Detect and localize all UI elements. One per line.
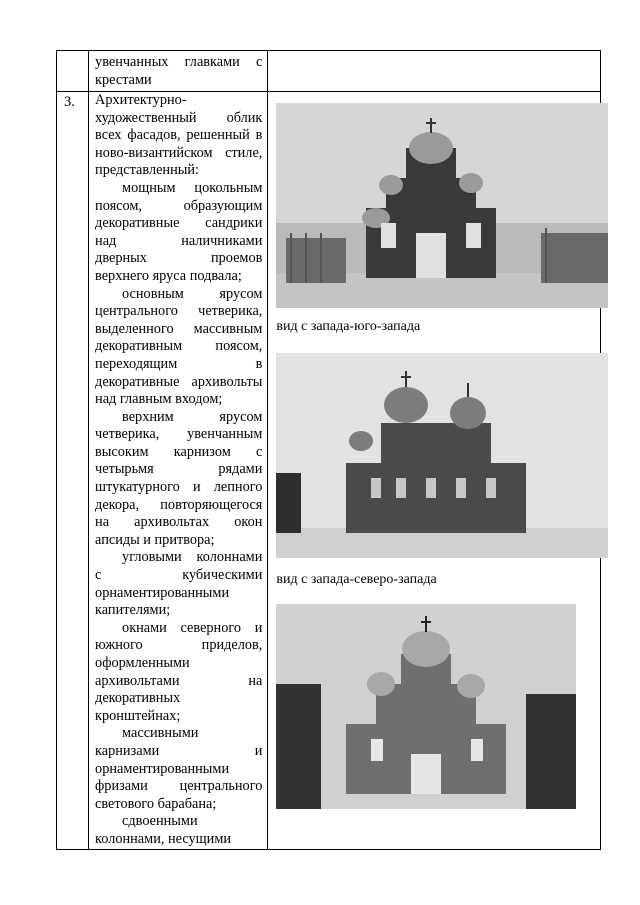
text-line: мощным цокольным xyxy=(122,179,263,196)
cathedral-photo-wsw xyxy=(276,103,608,308)
table-row-previous xyxy=(57,51,601,92)
text-line: угловыми колоннами xyxy=(122,549,263,566)
description-paragraph xyxy=(95,813,262,848)
text-line: Архитектурно- xyxy=(95,92,187,108)
description-paragraph xyxy=(95,286,262,409)
text-line: центрального четверика, xyxy=(95,303,263,320)
text-line: карнизами и xyxy=(95,742,263,759)
cathedral-photo-front xyxy=(276,604,576,809)
text-line: оформленными xyxy=(95,655,190,671)
text-line: крестами xyxy=(95,71,152,88)
text-line: колоннами, несущими xyxy=(95,830,232,847)
text-line: штукатурного и лепного xyxy=(95,479,263,496)
text-line: декоративных xyxy=(95,690,181,707)
text-line: южного приделов, xyxy=(95,637,263,654)
description-paragraph xyxy=(95,92,262,180)
photo-cell xyxy=(268,92,601,850)
text-line: апсиды и притвора; xyxy=(95,531,215,548)
table-row-3 xyxy=(57,92,601,850)
photo-caption: вид с запада-юго-запада xyxy=(276,319,421,334)
text-line: светового барабана; xyxy=(95,795,217,812)
text-line: увенчанных главками с xyxy=(95,54,263,70)
text-line: художественный облик xyxy=(95,109,263,126)
photo-cell xyxy=(268,51,601,92)
text-line: сдвоенными xyxy=(122,813,198,830)
text-line: основным ярусом xyxy=(122,285,263,302)
text-line: ново-византийском стиле, xyxy=(95,144,263,161)
row-number: 3. xyxy=(64,94,75,110)
text-line: капителями; xyxy=(95,602,171,619)
text-line: декоративным поясом, xyxy=(95,338,263,355)
monument-description-table xyxy=(56,50,601,850)
text-line: окнами северного и xyxy=(122,619,263,636)
text-line: над главным входом; xyxy=(95,391,223,408)
row-number-cell xyxy=(57,92,89,850)
text-line: кронштейнах; xyxy=(95,707,181,724)
text-line: четверика, увенчанным xyxy=(95,426,263,443)
text-line: фризами центрального xyxy=(95,778,263,795)
text-line: поясом, образующим xyxy=(95,197,263,214)
text-line: над наличниками xyxy=(95,232,263,249)
text-line: орнаментированными xyxy=(95,760,230,777)
description-paragraph xyxy=(95,180,262,286)
text-line: верхнего яруса подвала; xyxy=(95,267,242,284)
text-line: массивными xyxy=(122,725,199,742)
text-line: переходящим в xyxy=(95,355,263,372)
text-line: на архивольтах окон xyxy=(95,514,263,531)
description-cell xyxy=(89,92,268,850)
text-line: декоративные архивольты xyxy=(95,373,263,390)
text-line: представленный: xyxy=(95,162,199,179)
photo-caption: вид с запада-северо-запада xyxy=(276,572,437,587)
text-line: высоким карнизом с xyxy=(95,443,263,460)
text-line: верхним ярусом xyxy=(122,408,263,425)
description-text xyxy=(89,51,267,89)
description-text xyxy=(89,92,267,849)
text-line: декора, повторяющегося xyxy=(95,496,263,513)
text-line: дверных проемов xyxy=(95,250,263,267)
description-cell xyxy=(89,51,268,92)
text-line: выделенного массивным xyxy=(95,320,263,337)
text-line: архивольтами на xyxy=(95,672,263,689)
cathedral-photo-wnw xyxy=(276,353,608,558)
description-paragraph xyxy=(95,620,262,726)
text-line: декоративные сандрики xyxy=(95,215,263,232)
description-paragraph xyxy=(95,725,262,813)
description-paragraph xyxy=(95,409,262,550)
description-paragraph xyxy=(95,549,262,619)
text-line: четырьмя рядами xyxy=(95,461,263,478)
text-line: орнаментированными xyxy=(95,584,230,601)
text-line: всех фасадов, решенный в xyxy=(95,127,263,144)
row-number-cell xyxy=(57,51,89,92)
text-line: с кубическими xyxy=(95,567,263,584)
